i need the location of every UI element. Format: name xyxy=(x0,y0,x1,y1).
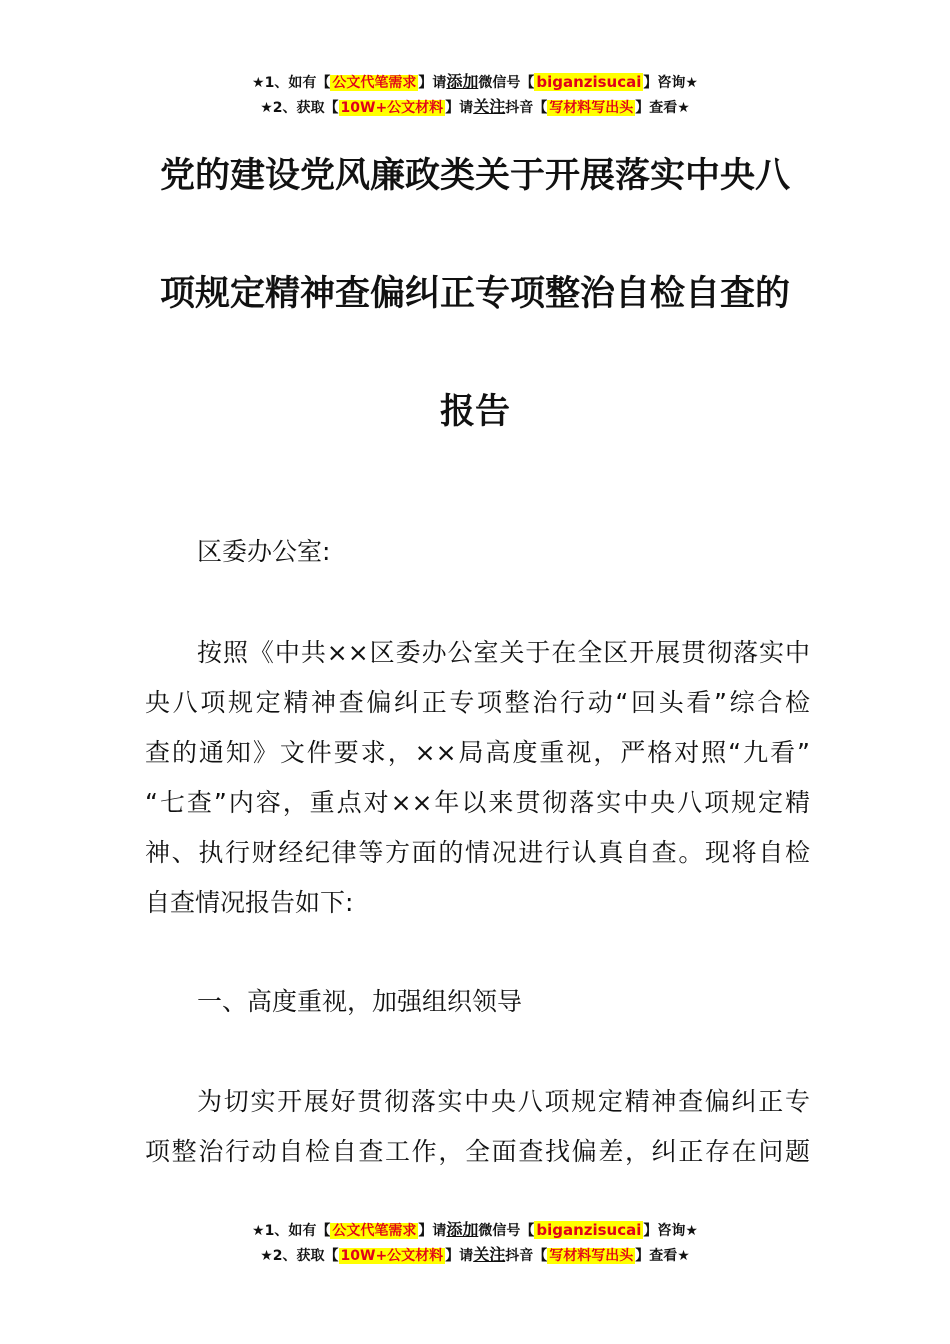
paragraph-line: 自查情况报告如下: xyxy=(145,888,354,917)
banner-text: 】请 xyxy=(445,100,474,116)
banner-highlight: 公文代笔需求 xyxy=(332,1223,417,1239)
banner-text: 】查看★ xyxy=(635,1248,690,1264)
banner-highlight: 10W+公文材料 xyxy=(340,100,444,116)
paragraph-1 xyxy=(145,628,810,928)
paragraph-line: 按照《中共××区委办公室关于在全区开展贯彻落实中 xyxy=(197,638,810,667)
banner-wechat-id: biganzisucai xyxy=(536,73,642,91)
paragraph-line: 央八项规定精神查偏纠正专项整治行动“回头看”综合检 xyxy=(145,688,810,717)
paragraph-2 xyxy=(145,1077,810,1177)
banner-wechat-id: biganzisucai xyxy=(536,1221,642,1239)
document-title-line-2: 项规定精神查偏纠正专项整治自检自查的 xyxy=(159,274,790,314)
banner-underline: 关注 xyxy=(473,97,506,116)
banner-highlight: 公文代笔需求 xyxy=(332,75,417,91)
banner-underline: 添加 xyxy=(446,72,479,91)
banner-text: ★1、如有【 xyxy=(252,1223,331,1239)
paragraph-line: 项整治行动自检自查工作，全面查找偏差，纠正存在问题 xyxy=(145,1137,810,1166)
banner-text: ★2、获取【 xyxy=(260,1248,339,1264)
banner-text: 】请 xyxy=(418,1223,447,1239)
paragraph-line: “七查”内容，重点对××年以来贯彻落实中央八项规定精 xyxy=(145,788,810,817)
banner-underline: 添加 xyxy=(446,1220,479,1239)
banner-text: 抖音【 xyxy=(505,1248,548,1264)
banner-text: 】咨询★ xyxy=(643,75,698,91)
banner-douyin-id: 写材料写出头 xyxy=(549,100,634,116)
banner-line-2 xyxy=(0,95,950,120)
footer-banner xyxy=(0,1218,950,1268)
header-banner xyxy=(0,70,950,120)
banner-text: 】查看★ xyxy=(635,100,690,116)
banner-text: 】请 xyxy=(418,75,447,91)
salutation: 区委办公室: xyxy=(197,537,331,566)
banner-text: ★1、如有【 xyxy=(252,75,331,91)
document-title-line-3: 报告 xyxy=(439,392,510,432)
document-title-line-1: 党的建设党风廉政类关于开展落实中央八 xyxy=(159,156,790,196)
banner-text: 微信号【 xyxy=(478,1223,535,1239)
banner-text: 抖音【 xyxy=(505,100,548,116)
section-heading-1: 一、高度重视，加强组织领导 xyxy=(197,987,523,1016)
banner-line-1 xyxy=(0,1218,950,1243)
banner-line-2 xyxy=(0,1243,950,1268)
banner-text: ★2、获取【 xyxy=(260,100,339,116)
banner-text: 】请 xyxy=(445,1248,474,1264)
banner-line-1 xyxy=(0,70,950,95)
banner-text: 】咨询★ xyxy=(643,1223,698,1239)
paragraph-line: 查的通知》文件要求，××局高度重视，严格对照“九看” xyxy=(145,738,810,767)
banner-text: 微信号【 xyxy=(478,75,535,91)
banner-underline: 关注 xyxy=(473,1245,506,1264)
paragraph-line: 神、执行财经纪律等方面的情况进行认真自查。现将自检 xyxy=(145,838,810,867)
banner-douyin-id: 写材料写出头 xyxy=(549,1248,634,1264)
paragraph-line: 为切实开展好贯彻落实中央八项规定精神查偏纠正专 xyxy=(197,1087,810,1116)
banner-highlight: 10W+公文材料 xyxy=(340,1248,444,1264)
